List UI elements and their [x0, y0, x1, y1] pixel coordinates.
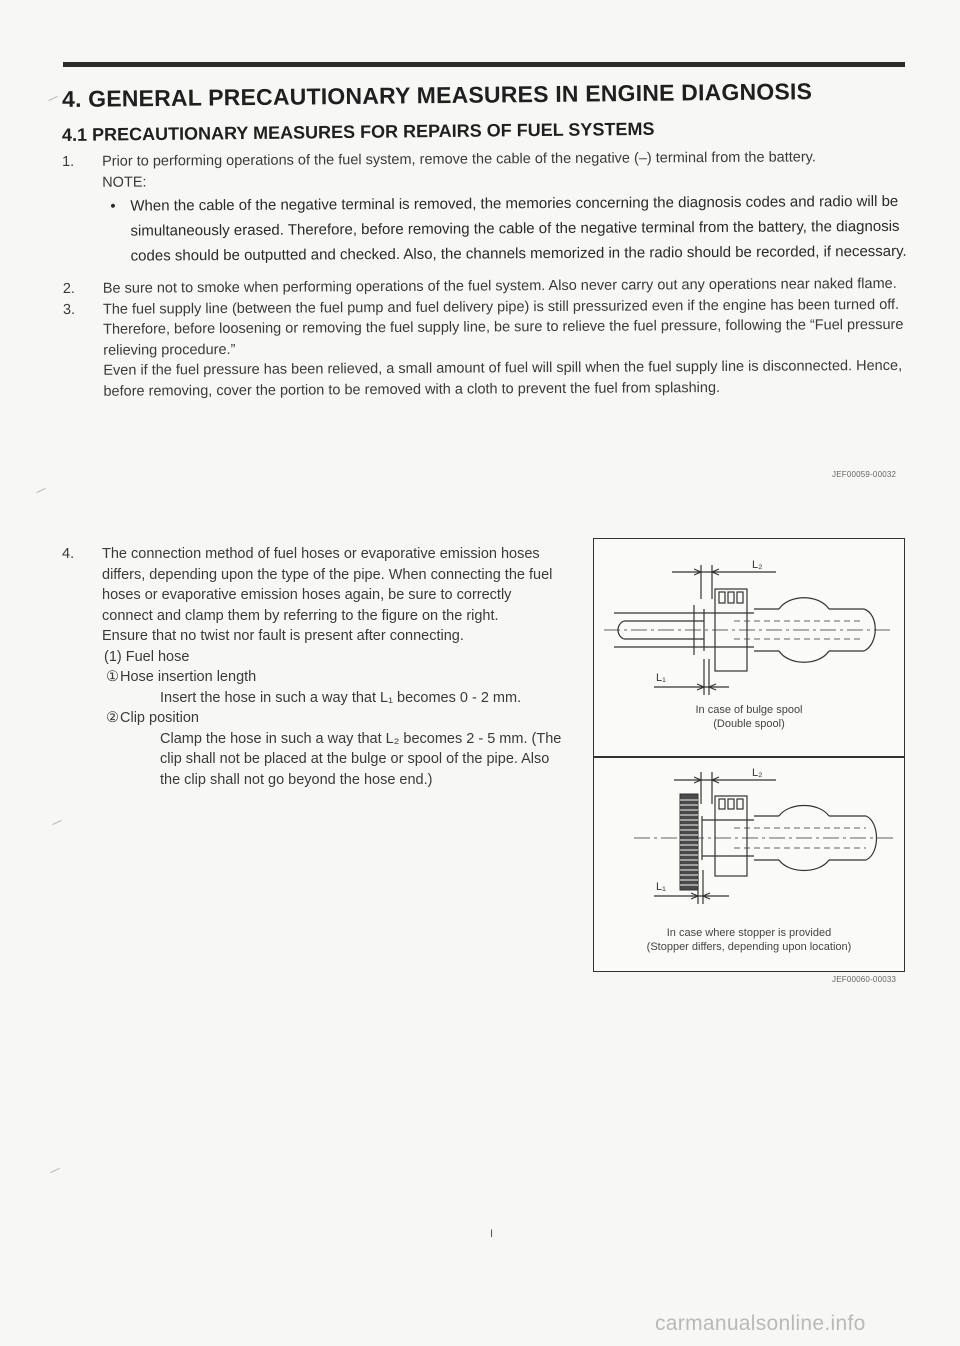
top-rule: [63, 62, 905, 67]
item-text: The connection method of fuel hoses or evaporative emission hoses differs, depending upon the type of the pipe. When connecting the fuel hoses or evaporative emission hoses again, be sure to correctly connect and clamp them by referring to the figure on the right.: [102, 546, 553, 624]
precautions-text: [62, 147, 912, 402]
note-text: When the cable of the negative terminal is removed, the memories concerning the diagnosis codes and radio will be simultaneously erased. Therefore, before removing the cable of the negative terminal from the battery, the diagnosis codes should be outputted and checked. Also, the channels memorized in the radio should be recorded, if necessary.: [130, 192, 907, 265]
hose-clamp-figure: [593, 538, 905, 972]
caption-line-2: (Double spool): [713, 718, 785, 730]
caption-line-1: In case of bulge spool: [695, 704, 803, 716]
l1-label: L₁: [656, 672, 666, 684]
caption-line-1: In case where stopper is provided: [666, 927, 832, 939]
item-text-continued: Even if the fuel pressure has been relieved, a small amount of fuel will spill when the fuel supply line is disconnected. Hence, before removing, cover the portion to be removed with a cloth to prevent the fuel from splashing.: [103, 357, 903, 400]
margin-mark: [50, 1168, 59, 1173]
figure-code: JEF00060-00033: [832, 975, 897, 984]
subsection-fuel-hose: (1) Fuel hose: [104, 648, 190, 665]
bulge-spool-panel: [594, 539, 904, 756]
step-title: Clip position: [120, 710, 199, 726]
l1-label: L₁: [656, 881, 666, 893]
note-bullet: [102, 189, 910, 269]
item-text-continued: Ensure that no twist nor fault is present after connecting.: [102, 628, 464, 644]
item-number: 2.: [62, 280, 75, 297]
step-title: Hose insertion length: [120, 669, 257, 685]
step-1: [62, 667, 562, 688]
caption-line-2: (Stopper differs, depending upon location): [646, 941, 852, 953]
step-2: [62, 708, 562, 729]
list-item-3: [63, 294, 912, 402]
document-code: JEF00059-00032: [832, 470, 897, 479]
section-heading: 4.1 PRECAUTIONARY MEASURES FOR REPAIRS OF FUEL SYSTEMS: [61, 118, 655, 145]
item-text: Be sure not to smoke when performing operations of the fuel system. Also never carry out any operations near naked flame.: [102, 275, 897, 297]
figure-caption: [594, 926, 904, 954]
list-item-4: [62, 544, 562, 647]
step-1-text: Insert the hose in such a way that L₁ becomes 0 - 2 mm.: [160, 689, 522, 706]
chapter-heading: 4. GENERAL PRECAUTIONARY MEASURES IN ENGINE DIAGNOSIS: [61, 78, 813, 112]
item-number: 3.: [62, 301, 76, 318]
item-text: The fuel supply line (between the fuel pump and fuel delivery pipe) is still pressurized even if the engine has been turned off. Therefore, before loosening or removing the fuel supply line, be sure to relieve the fuel pressure, following the “Fuel pressure relieving procedure.”: [102, 296, 904, 359]
margin-mark: [48, 96, 57, 101]
item-number: 1.: [62, 153, 75, 170]
item-text: Prior to performing operations of the fuel system, remove the cable of the negative (–) terminal from the battery.: [102, 149, 816, 170]
item-number: 4.: [62, 546, 75, 562]
bullet-symbol: •: [110, 197, 116, 215]
circled-number-2: ②: [106, 710, 119, 726]
circled-number-1: ①: [106, 669, 119, 685]
l2-label: L₂: [752, 767, 763, 779]
note-label: NOTE:: [102, 173, 147, 191]
list-item-1: [62, 147, 911, 269]
page-number: I: [490, 1228, 494, 1240]
margin-mark: [36, 488, 45, 493]
figure-caption: [594, 703, 904, 731]
stopper-panel: [594, 758, 904, 971]
l2-label: L₂: [752, 559, 763, 571]
hose-connection-text: [62, 544, 562, 790]
watermark-text: carmanualsonline.info: [655, 1312, 866, 1335]
margin-mark: [52, 820, 61, 825]
step-2-text: Clamp the hose in such a way that L₂ becomes 2 - 5 mm. (The clip shall not be placed at the bulge or spool of the pipe. Also the clip shall not go beyond the hose end.): [160, 730, 562, 788]
